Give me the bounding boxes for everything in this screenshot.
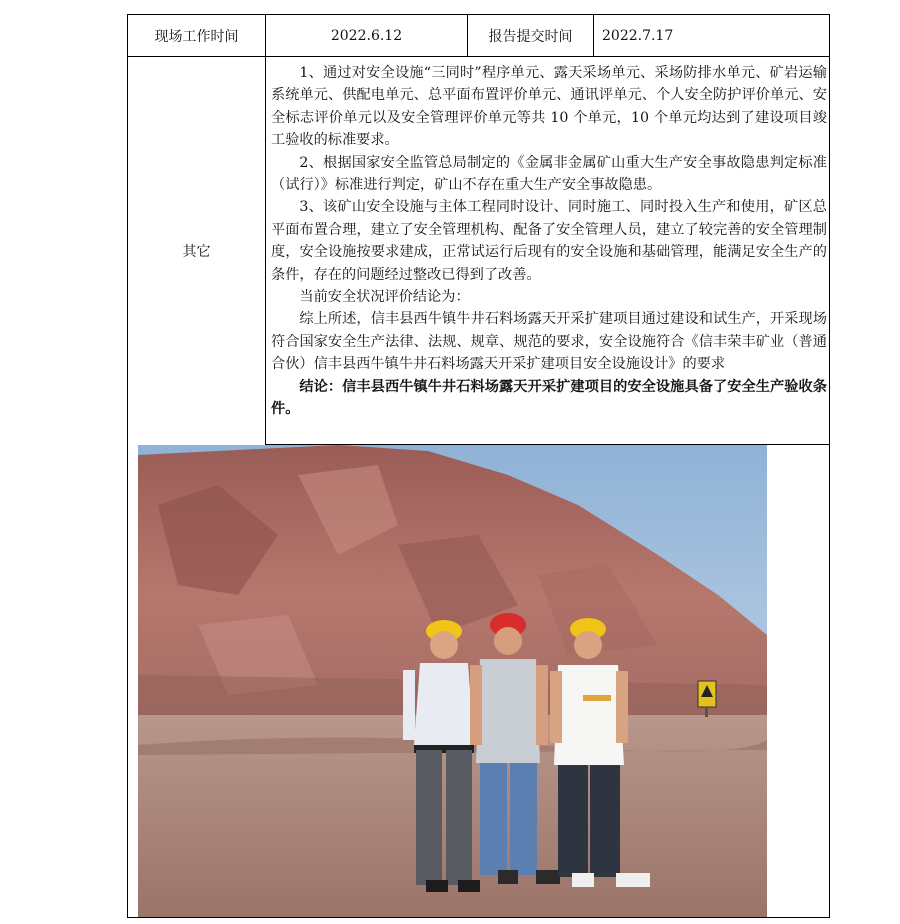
other-label: 其它 [182,243,211,260]
report-time-value: 2022.7.17 [602,27,674,44]
report-time-label: 报告提交时间 [488,28,573,45]
work-time-value: 2022.6.12 [330,27,403,44]
other-content [271,62,827,421]
paragraph-hazard-standard: 2、根据国家安全监管总局制定的《金属非金属矿山重大生产安全事故隐患判定标准（试行）》标准进行判定，矿山不存在重大生产安全事故隐患。 [271,154,827,194]
work-time-label: 现场工作时间 [154,28,239,45]
table-column-divider [593,14,594,56]
site-photo [138,445,767,917]
paragraph-three-simultaneous: 3、该矿山安全设施与主体工程同时设计、同时施工、同时投入生产和使用，矿区总平面布置合理，建立了安全管理机构、配备了安全管理人员，建立了较完善的安全管理制度，安全设施按要求建成，正常试运行后现有的安全设施和基础管理，能满足安全生产的条件，存在的问题经过整改已得到了改善。 [271,199,827,283]
conclusion-text: 结论：信丰县西牛镇牛井石料场露天开采扩建项目的安全设施具备了安全生产验收条件。 [271,378,827,418]
paragraph-summary: 综上所述，信丰县西牛镇牛井石料场露天开采扩建项目通过建设和试生产，开采现场符合国家安全生产法律、法规、规章、规范的要求，安全设施符合《信丰荣丰矿业（普通合伙）信丰县西牛镇牛井石料场露天开采扩建项目安全设施设计》的要求 [271,311,827,373]
paragraph-units: 1、通过对安全设施“三同时”程序单元、露天采场单元、采场防排水单元、矿岩运输系统单元、供配电单元、总平面布置评价单元、通讯评单元、个人安全防护评价单元、安全标志评价单元以及安全管理评价单元等共 10 个单元，10 个单元均达到了建设项目竣工验收的标准要求。 [271,65,827,149]
paragraph-evaluation-intro: 当前安全状况评价结论为： [299,289,470,306]
table-column-divider [265,14,266,444]
